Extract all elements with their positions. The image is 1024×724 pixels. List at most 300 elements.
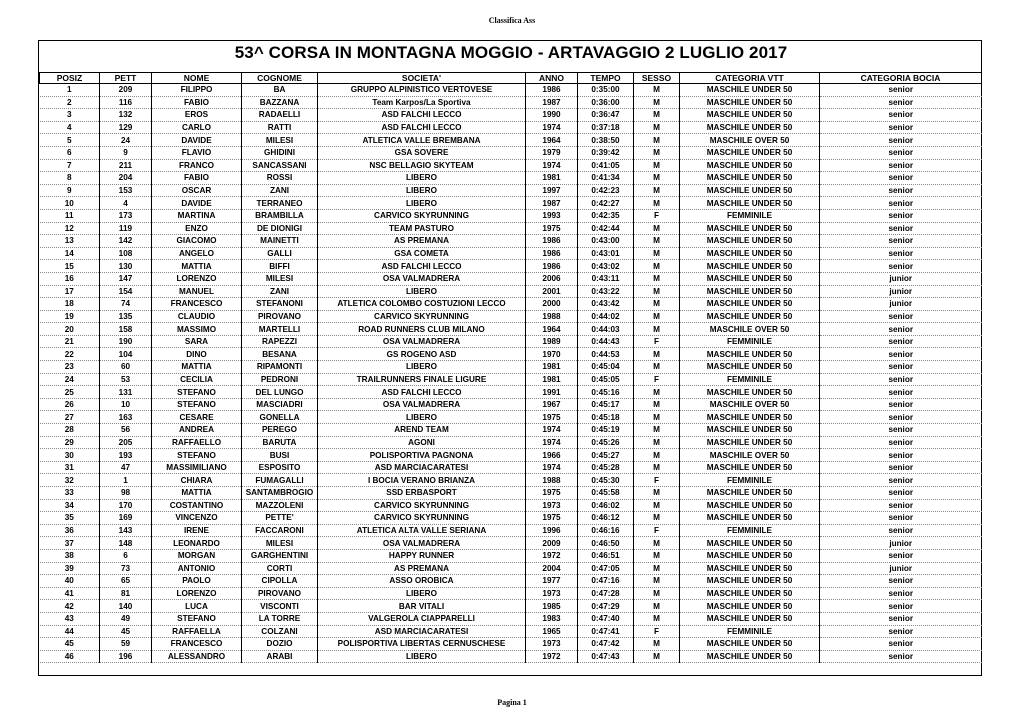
- cell-nome: DAVIDE: [152, 134, 242, 147]
- cell-sesso: M: [634, 146, 680, 159]
- cell-pett: 196: [100, 650, 152, 663]
- table-row: [40, 638, 982, 651]
- cell-anno: 1981: [526, 172, 578, 185]
- cell-categoria-vtt: MASCHILE UNDER 50: [680, 310, 820, 323]
- cell-anno: 1972: [526, 549, 578, 562]
- cell-sesso: M: [634, 134, 680, 147]
- table-row: [40, 512, 982, 525]
- cell-nome: MATTIA: [152, 260, 242, 273]
- table-row: [40, 197, 982, 210]
- cell-tempo: 0:45:16: [578, 386, 634, 399]
- cell-societa: OSA VALMADRERA: [318, 335, 526, 348]
- cell-categoria-vtt: MASCHILE UNDER 50: [680, 499, 820, 512]
- table-row: [40, 298, 982, 311]
- cell-pett: 65: [100, 575, 152, 588]
- cell-nome: SARA: [152, 335, 242, 348]
- cell-posiz: 37: [40, 537, 100, 550]
- cell-sesso: M: [634, 650, 680, 663]
- table-row: [40, 411, 982, 424]
- cell-societa: AGONI: [318, 436, 526, 449]
- column-header-categoria-bocia: CATEGORIA BOCIA: [820, 73, 982, 84]
- cell-categoria-vtt: MASCHILE UNDER 50: [680, 600, 820, 613]
- cell-pett: 193: [100, 449, 152, 462]
- cell-nome: LORENZO: [152, 272, 242, 285]
- cell-categoria-vtt: FEMMINILE: [680, 209, 820, 222]
- cell-cognome: ZANI: [242, 184, 318, 197]
- table-row: [40, 600, 982, 613]
- cell-anno: 1972: [526, 650, 578, 663]
- cell-categoria-vtt: MASCHILE UNDER 50: [680, 411, 820, 424]
- table-row: [40, 487, 982, 500]
- cell-pett: 104: [100, 348, 152, 361]
- cell-cognome: ESPOSITO: [242, 461, 318, 474]
- cell-cognome: MILESI: [242, 134, 318, 147]
- cell-cognome: BA: [242, 84, 318, 97]
- cell-societa: AS PREMANA: [318, 562, 526, 575]
- table-row: [40, 524, 982, 537]
- cell-tempo: 0:44:03: [578, 323, 634, 336]
- cell-anno: 1974: [526, 159, 578, 172]
- cell-societa: HAPPY RUNNER: [318, 549, 526, 562]
- table-row: [40, 84, 982, 97]
- cell-tempo: 0:43:01: [578, 247, 634, 260]
- cell-categoria-bocia: senior: [820, 146, 982, 159]
- cell-categoria-vtt: MASCHILE UNDER 50: [680, 260, 820, 273]
- cell-pett: 49: [100, 612, 152, 625]
- cell-categoria-bocia: senior: [820, 650, 982, 663]
- cell-pett: 131: [100, 386, 152, 399]
- cell-sesso: M: [634, 109, 680, 122]
- cell-cognome: MASCIADRI: [242, 398, 318, 411]
- cell-tempo: 0:45:17: [578, 398, 634, 411]
- cell-categoria-vtt: MASCHILE OVER 50: [680, 449, 820, 462]
- cell-societa: GSA SOVERE: [318, 146, 526, 159]
- cell-categoria-vtt: FEMMINILE: [680, 335, 820, 348]
- cell-anno: 1973: [526, 638, 578, 651]
- cell-cognome: MILESI: [242, 537, 318, 550]
- cell-posiz: 13: [40, 235, 100, 248]
- cell-cognome: CORTI: [242, 562, 318, 575]
- cell-cognome: BARUTA: [242, 436, 318, 449]
- cell-posiz: 16: [40, 272, 100, 285]
- cell-pett: 98: [100, 487, 152, 500]
- cell-sesso: M: [634, 386, 680, 399]
- cell-pett: 142: [100, 235, 152, 248]
- cell-anno: 1979: [526, 146, 578, 159]
- cell-societa: AREND TEAM: [318, 424, 526, 437]
- cell-anno: 2001: [526, 285, 578, 298]
- cell-societa: ATLETICA ALTA VALLE SERIANA: [318, 524, 526, 537]
- table-row: [40, 436, 982, 449]
- cell-nome: STEFANO: [152, 449, 242, 462]
- cell-societa: LIBERO: [318, 197, 526, 210]
- cell-cognome: GHIDINI: [242, 146, 318, 159]
- cell-cognome: ZANI: [242, 285, 318, 298]
- column-header-posiz: POSIZ: [40, 73, 100, 84]
- cell-anno: 1974: [526, 461, 578, 474]
- cell-anno: 1964: [526, 134, 578, 147]
- column-header-anno: ANNO: [526, 73, 578, 84]
- cell-tempo: 0:44:53: [578, 348, 634, 361]
- cell-categoria-bocia: junior: [820, 298, 982, 311]
- cell-nome: MATTIA: [152, 487, 242, 500]
- cell-categoria-vtt: MASCHILE UNDER 50: [680, 638, 820, 651]
- cell-categoria-bocia: senior: [820, 109, 982, 122]
- cell-categoria-bocia: senior: [820, 449, 982, 462]
- table-row: [40, 549, 982, 562]
- cell-sesso: M: [634, 638, 680, 651]
- cell-nome: MASSIMO: [152, 323, 242, 336]
- cell-societa: SSD ERBASPORT: [318, 487, 526, 500]
- cell-pett: 154: [100, 285, 152, 298]
- cell-posiz: 12: [40, 222, 100, 235]
- table-row: [40, 310, 982, 323]
- cell-societa: ASD FALCHI LECCO: [318, 260, 526, 273]
- cell-cognome: STEFANONI: [242, 298, 318, 311]
- cell-categoria-bocia: senior: [820, 172, 982, 185]
- table-row: [40, 323, 982, 336]
- cell-anno: 1987: [526, 96, 578, 109]
- cell-categoria-bocia: senior: [820, 84, 982, 97]
- cell-nome: LEONARDO: [152, 537, 242, 550]
- results-frame: [38, 40, 982, 676]
- cell-nome: FRANCESCO: [152, 638, 242, 651]
- cell-societa: TEAM PASTURO: [318, 222, 526, 235]
- table-row: [40, 146, 982, 159]
- cell-sesso: M: [634, 549, 680, 562]
- table-body: [40, 84, 982, 663]
- cell-posiz: 42: [40, 600, 100, 613]
- cell-posiz: 3: [40, 109, 100, 122]
- cell-categoria-vtt: MASCHILE UNDER 50: [680, 612, 820, 625]
- cell-posiz: 28: [40, 424, 100, 437]
- table-row: [40, 134, 982, 147]
- table-row: [40, 575, 982, 588]
- cell-tempo: 0:43:22: [578, 285, 634, 298]
- cell-tempo: 0:42:35: [578, 209, 634, 222]
- cell-societa: VALGEROLA CIAPPARELLI: [318, 612, 526, 625]
- cell-categoria-vtt: MASCHILE UNDER 50: [680, 285, 820, 298]
- cell-categoria-bocia: senior: [820, 247, 982, 260]
- cell-anno: 1975: [526, 411, 578, 424]
- cell-pett: 211: [100, 159, 152, 172]
- cell-tempo: 0:37:18: [578, 121, 634, 134]
- cell-nome: CARLO: [152, 121, 242, 134]
- cell-sesso: M: [634, 398, 680, 411]
- cell-pett: 47: [100, 461, 152, 474]
- cell-nome: DAVIDE: [152, 197, 242, 210]
- cell-posiz: 46: [40, 650, 100, 663]
- cell-categoria-bocia: senior: [820, 222, 982, 235]
- table-row: [40, 461, 982, 474]
- cell-sesso: M: [634, 323, 680, 336]
- cell-pett: 60: [100, 361, 152, 374]
- column-header-categoria-vtt: CATEGORIA VTT: [680, 73, 820, 84]
- column-header-nome: NOME: [152, 73, 242, 84]
- cell-tempo: 0:39:42: [578, 146, 634, 159]
- cell-sesso: F: [634, 625, 680, 638]
- cell-cognome: LA TORRE: [242, 612, 318, 625]
- cell-posiz: 29: [40, 436, 100, 449]
- cell-anno: 1973: [526, 499, 578, 512]
- cell-anno: 1988: [526, 310, 578, 323]
- cell-pett: 129: [100, 121, 152, 134]
- cell-categoria-vtt: MASCHILE UNDER 50: [680, 386, 820, 399]
- cell-anno: 1975: [526, 222, 578, 235]
- cell-anno: 2006: [526, 272, 578, 285]
- cell-anno: 1981: [526, 361, 578, 374]
- cell-tempo: 0:45:27: [578, 449, 634, 462]
- cell-societa: ATLETICA COLOMBO COSTUZIONI LECCO: [318, 298, 526, 311]
- cell-sesso: M: [634, 600, 680, 613]
- cell-pett: 108: [100, 247, 152, 260]
- cell-sesso: M: [634, 537, 680, 550]
- page-header: Classifica Ass: [488, 16, 536, 25]
- cell-societa: ASSO OROBICA: [318, 575, 526, 588]
- cell-posiz: 36: [40, 524, 100, 537]
- cell-categoria-bocia: senior: [820, 260, 982, 273]
- cell-cognome: PETTE': [242, 512, 318, 525]
- table-row: [40, 499, 982, 512]
- cell-categoria-bocia: senior: [820, 323, 982, 336]
- cell-anno: 1986: [526, 260, 578, 273]
- cell-categoria-vtt: MASCHILE UNDER 50: [680, 172, 820, 185]
- cell-cognome: GALLI: [242, 247, 318, 260]
- cell-pett: 209: [100, 84, 152, 97]
- cell-categoria-vtt: MASCHILE UNDER 50: [680, 549, 820, 562]
- cell-sesso: M: [634, 298, 680, 311]
- cell-posiz: 15: [40, 260, 100, 273]
- cell-pett: 74: [100, 298, 152, 311]
- cell-posiz: 11: [40, 209, 100, 222]
- cell-cognome: VISCONTI: [242, 600, 318, 613]
- cell-tempo: 0:44:43: [578, 335, 634, 348]
- cell-categoria-vtt: FEMMINILE: [680, 625, 820, 638]
- table-row: [40, 159, 982, 172]
- cell-cognome: RADAELLI: [242, 109, 318, 122]
- cell-sesso: M: [634, 348, 680, 361]
- cell-categoria-bocia: junior: [820, 537, 982, 550]
- cell-nome: STEFANO: [152, 612, 242, 625]
- cell-categoria-vtt: MASCHILE UNDER 50: [680, 298, 820, 311]
- cell-societa: AS PREMANA: [318, 235, 526, 248]
- cell-posiz: 20: [40, 323, 100, 336]
- cell-nome: OSCAR: [152, 184, 242, 197]
- cell-pett: 73: [100, 562, 152, 575]
- cell-categoria-bocia: senior: [820, 159, 982, 172]
- cell-sesso: F: [634, 373, 680, 386]
- cell-categoria-bocia: senior: [820, 373, 982, 386]
- cell-categoria-bocia: senior: [820, 600, 982, 613]
- cell-pett: 116: [100, 96, 152, 109]
- cell-sesso: M: [634, 612, 680, 625]
- cell-categoria-bocia: senior: [820, 424, 982, 437]
- cell-categoria-vtt: MASCHILE UNDER 50: [680, 361, 820, 374]
- cell-sesso: M: [634, 411, 680, 424]
- cell-tempo: 0:43:02: [578, 260, 634, 273]
- cell-pett: 4: [100, 197, 152, 210]
- cell-tempo: 0:45:04: [578, 361, 634, 374]
- cell-categoria-vtt: MASCHILE UNDER 50: [680, 96, 820, 109]
- cell-sesso: F: [634, 209, 680, 222]
- table-row: [40, 96, 982, 109]
- cell-categoria-bocia: senior: [820, 348, 982, 361]
- cell-cognome: DE DIONIGI: [242, 222, 318, 235]
- cell-categoria-bocia: senior: [820, 474, 982, 487]
- cell-nome: CLAUDIO: [152, 310, 242, 323]
- cell-cognome: PEDRONI: [242, 373, 318, 386]
- cell-societa: TRAILRUNNERS FINALE LIGURE: [318, 373, 526, 386]
- results-table: [39, 72, 982, 663]
- cell-posiz: 35: [40, 512, 100, 525]
- cell-categoria-bocia: junior: [820, 562, 982, 575]
- cell-cognome: SANCASSANI: [242, 159, 318, 172]
- cell-anno: 1965: [526, 625, 578, 638]
- cell-pett: 169: [100, 512, 152, 525]
- cell-categoria-bocia: senior: [820, 386, 982, 399]
- cell-sesso: M: [634, 512, 680, 525]
- cell-categoria-bocia: senior: [820, 197, 982, 210]
- cell-posiz: 31: [40, 461, 100, 474]
- cell-sesso: M: [634, 84, 680, 97]
- table-row: [40, 474, 982, 487]
- cell-posiz: 44: [40, 625, 100, 638]
- cell-nome: MANUEL: [152, 285, 242, 298]
- cell-tempo: 0:47:42: [578, 638, 634, 651]
- table-row: [40, 386, 982, 399]
- cell-societa: ATLETICA VALLE BREMBANA: [318, 134, 526, 147]
- cell-nome: CHIARA: [152, 474, 242, 487]
- table-row: [40, 235, 982, 248]
- cell-sesso: M: [634, 562, 680, 575]
- cell-anno: 1964: [526, 323, 578, 336]
- cell-anno: 1986: [526, 84, 578, 97]
- cell-societa: GRUPPO ALPINISTICO VERTOVESE: [318, 84, 526, 97]
- cell-societa: GS ROGENO ASD: [318, 348, 526, 361]
- table-row: [40, 272, 982, 285]
- cell-cognome: BAZZANA: [242, 96, 318, 109]
- cell-categoria-vtt: MASCHILE UNDER 50: [680, 587, 820, 600]
- cell-nome: MARTINA: [152, 209, 242, 222]
- cell-societa: POLISPORTIVA LIBERTAS CERNUSCHESE: [318, 638, 526, 651]
- table-row: [40, 650, 982, 663]
- cell-nome: PAOLO: [152, 575, 242, 588]
- cell-pett: 135: [100, 310, 152, 323]
- cell-nome: CECILIA: [152, 373, 242, 386]
- cell-categoria-vtt: MASCHILE UNDER 50: [680, 84, 820, 97]
- cell-nome: RAFFAELLO: [152, 436, 242, 449]
- cell-nome: RAFFAELLA: [152, 625, 242, 638]
- cell-cognome: BESANA: [242, 348, 318, 361]
- cell-tempo: 0:45:58: [578, 487, 634, 500]
- cell-tempo: 0:35:00: [578, 84, 634, 97]
- cell-posiz: 26: [40, 398, 100, 411]
- cell-tempo: 0:36:00: [578, 96, 634, 109]
- cell-societa: NSC BELLAGIO SKYTEAM: [318, 159, 526, 172]
- table-row: [40, 361, 982, 374]
- cell-societa: CARVICO SKYRUNNING: [318, 310, 526, 323]
- cell-tempo: 0:46:12: [578, 512, 634, 525]
- cell-sesso: M: [634, 121, 680, 134]
- cell-societa: LIBERO: [318, 172, 526, 185]
- cell-cognome: BIFFI: [242, 260, 318, 273]
- cell-tempo: 0:42:23: [578, 184, 634, 197]
- cell-categoria-bocia: senior: [820, 335, 982, 348]
- cell-cognome: MARTELLI: [242, 323, 318, 336]
- cell-categoria-vtt: FEMMINILE: [680, 474, 820, 487]
- cell-tempo: 0:43:42: [578, 298, 634, 311]
- table-row: [40, 449, 982, 462]
- cell-categoria-vtt: MASCHILE UNDER 50: [680, 222, 820, 235]
- cell-tempo: 0:45:18: [578, 411, 634, 424]
- cell-posiz: 33: [40, 487, 100, 500]
- cell-categoria-bocia: senior: [820, 121, 982, 134]
- cell-sesso: M: [634, 575, 680, 588]
- cell-pett: 132: [100, 109, 152, 122]
- cell-categoria-vtt: MASCHILE UNDER 50: [680, 146, 820, 159]
- cell-categoria-bocia: senior: [820, 461, 982, 474]
- cell-sesso: M: [634, 247, 680, 260]
- cell-anno: 1988: [526, 474, 578, 487]
- table-row: [40, 348, 982, 361]
- table-row: [40, 424, 982, 437]
- cell-tempo: 0:36:47: [578, 109, 634, 122]
- cell-pett: 163: [100, 411, 152, 424]
- cell-anno: 1967: [526, 398, 578, 411]
- cell-pett: 158: [100, 323, 152, 336]
- cell-sesso: M: [634, 172, 680, 185]
- cell-tempo: 0:45:05: [578, 373, 634, 386]
- table-row: [40, 373, 982, 386]
- cell-cognome: PIROVANO: [242, 587, 318, 600]
- cell-categoria-bocia: senior: [820, 96, 982, 109]
- cell-categoria-vtt: MASCHILE UNDER 50: [680, 247, 820, 260]
- cell-nome: FILIPPO: [152, 84, 242, 97]
- cell-tempo: 0:46:02: [578, 499, 634, 512]
- cell-categoria-vtt: MASCHILE UNDER 50: [680, 650, 820, 663]
- cell-categoria-vtt: MASCHILE UNDER 50: [680, 537, 820, 550]
- cell-societa: CARVICO SKYRUNNING: [318, 209, 526, 222]
- cell-nome: EROS: [152, 109, 242, 122]
- cell-anno: 1993: [526, 209, 578, 222]
- cell-nome: GIACOMO: [152, 235, 242, 248]
- cell-cognome: BRAMBILLA: [242, 209, 318, 222]
- cell-pett: 147: [100, 272, 152, 285]
- cell-societa: LIBERO: [318, 650, 526, 663]
- table-row: [40, 209, 982, 222]
- column-header-societa: SOCIETA': [318, 73, 526, 84]
- cell-anno: 1966: [526, 449, 578, 462]
- cell-societa: LIBERO: [318, 361, 526, 374]
- cell-categoria-vtt: MASCHILE UNDER 50: [680, 436, 820, 449]
- cell-posiz: 30: [40, 449, 100, 462]
- cell-anno: 1975: [526, 512, 578, 525]
- cell-categoria-vtt: MASCHILE UNDER 50: [680, 159, 820, 172]
- table-header-row: [40, 73, 982, 84]
- cell-anno: 1991: [526, 386, 578, 399]
- cell-sesso: F: [634, 335, 680, 348]
- cell-cognome: BUSI: [242, 449, 318, 462]
- cell-categoria-vtt: MASCHILE UNDER 50: [680, 121, 820, 134]
- cell-pett: 9: [100, 146, 152, 159]
- cell-anno: 2000: [526, 298, 578, 311]
- cell-societa: CARVICO SKYRUNNING: [318, 512, 526, 525]
- cell-societa: POLISPORTIVA PAGNONA: [318, 449, 526, 462]
- cell-societa: ASD FALCHI LECCO: [318, 386, 526, 399]
- page-footer: Pagina 1: [497, 698, 527, 707]
- cell-pett: 6: [100, 549, 152, 562]
- cell-anno: 1981: [526, 373, 578, 386]
